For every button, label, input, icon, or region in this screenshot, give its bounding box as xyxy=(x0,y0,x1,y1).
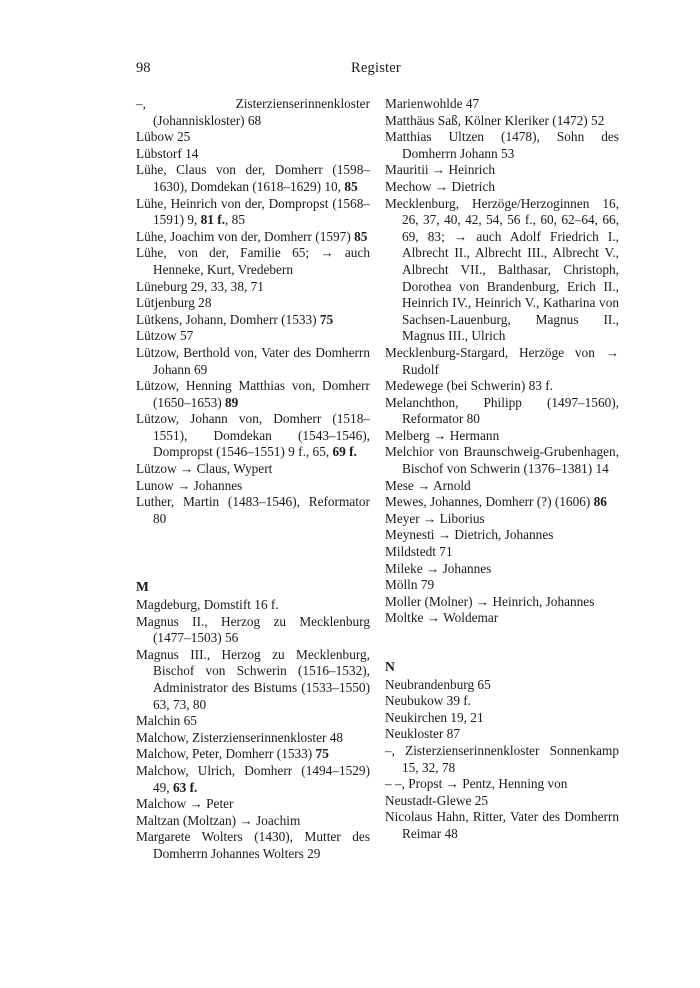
index-entry: Neubrandenburg 65 xyxy=(385,676,491,692)
page-header xyxy=(136,60,616,80)
index-entry: Lühe, Joachim von der, Domherr (1597) 85 xyxy=(136,228,368,244)
page-reference-bold: 69 f. xyxy=(332,444,357,460)
index-entry: Malchin 65 xyxy=(136,713,197,729)
index-entry: Maltzan (Moltzan) → Joachim xyxy=(136,812,301,828)
entry-list xyxy=(385,96,619,627)
index-entry: Melanchthon, Philipp (1497–1560), Reformator 80 xyxy=(385,394,619,427)
index-entry: Neukloster 87 xyxy=(385,726,460,742)
index-entry: Mecklenburg-Stargard, Herzöge von → Rudolf xyxy=(385,344,619,377)
page-number: 98 xyxy=(136,60,151,76)
index-entry: Lühe, Claus von der, Domherr (1598–1630), Domdekan (1618–1629) 10, 85 xyxy=(136,162,370,194)
page-reference-bold: 75 xyxy=(319,311,334,327)
page-reference-bold: 89 xyxy=(225,394,239,410)
index-entry: Malchow, Zisterzienserinnenkloster 48 xyxy=(136,729,344,745)
page-reference-bold: 85 xyxy=(354,228,368,244)
index-entry: –, Zisterzienserinnenkloster (Johanniskloster) 68 xyxy=(136,96,370,128)
index-entry: Mese → Arnold xyxy=(385,477,471,493)
index-entry: Malchow → Peter xyxy=(136,796,234,812)
index-entry: Lützow, Johann von, Domherr (1518–1551), Domdekan (1543–1546), Dompropst (1546–1551) 9 f., 65, 69 f. xyxy=(136,411,370,460)
index-entry: Margarete Wolters (1430), Mutter des Domherrn Johannes Wolters 29 xyxy=(136,829,370,861)
section-letter-n: N xyxy=(385,659,395,674)
index-column-left xyxy=(136,96,370,863)
index-entry: Mileke → Johannes xyxy=(385,560,492,576)
entry-list xyxy=(385,677,619,843)
index-entry: Medewege (bei Schwerin) 83 f. xyxy=(385,378,553,394)
index-entry: Lühe, von der, Familie 65; → auch Henneke, Kurt, Vredebern xyxy=(136,245,370,277)
index-entry: Moltke → Woldemar xyxy=(385,610,499,626)
index-entry: Malchow, Peter, Domherr (1533) 75 xyxy=(136,746,329,762)
index-entry: Neukirchen 19, 21 xyxy=(385,709,484,725)
index-entry: Lübow 25 xyxy=(136,129,191,145)
index-entry: Meynesti → Dietrich, Johannes xyxy=(385,527,554,543)
index-entry: Luther, Martin (1483–1546), Reformator 80 xyxy=(136,494,370,526)
index-entry: Mauritii → Heinrich xyxy=(385,162,496,178)
index-entry: Marienwohlde 47 xyxy=(385,96,480,111)
index-entry: Lützow, Henning Matthias von, Domherr (1650–1653) 89 xyxy=(136,378,370,410)
index-entry: Mechow → Dietrich xyxy=(385,178,496,194)
index-entry: Lütkens, Johann, Domherr (1533) 75 xyxy=(136,311,334,327)
index-entry: Magdeburg, Domstift 16 f. xyxy=(136,597,279,613)
index-entry: Matthias Ultzen (1478), Sohn des Domherrn Johann 53 xyxy=(385,129,619,161)
index-entry: Melchior von Braunschweig-Grubenhagen, Bischof von Schwerin (1376–1381) 14 xyxy=(385,444,619,477)
index-entry: Mewes, Johannes, Domherr (?) (1606) 86 xyxy=(385,494,607,510)
page-reference-bold: 75 xyxy=(315,746,329,762)
index-entry: Lütjenburg 28 xyxy=(136,295,212,311)
index-entry: Neustadt-Glewe 25 xyxy=(385,792,489,808)
index-entry: Lützow 57 xyxy=(136,328,194,344)
index-entry: Matthäus Saß, Kölner Kleriker (1472) 52 xyxy=(385,112,605,128)
page-reference-bold: 86 xyxy=(593,494,607,510)
index-entry: –, Zisterzienserinnenkloster Sonnenkamp 15, 32, 78 xyxy=(385,742,619,775)
index-entry: Lübstorf 14 xyxy=(136,145,199,161)
index-entry: Magnus III., Herzog zu Mecklenburg, Bischof von Schwerin (1516–1532), Administrator des Bistums (1533–1550) 63, 73, 80 xyxy=(136,646,370,712)
index-entry: Mecklenburg, Herzöge/Herzoginnen 16, 26, 37, 40, 42, 54, 56 f., 60, 62–64, 66, 69, 83; → auch Adolf Friedrich I., Albrecht II., Albrecht III., Albrecht V., Albrecht VII., Balthasar, Christoph, Dorothea von Brandenburg, Erich II., Heinrich IV., Heinrich V., Katharina von Sachsen-Lauenburg, Magnus II., Magnus III., Ulrich xyxy=(385,195,619,344)
page-reference-bold: 85 xyxy=(344,178,358,194)
index-entry: Lützow, Berthold von, Vater des Domherrn Johann 69 xyxy=(136,344,370,377)
index-column-right xyxy=(385,96,619,843)
index-entry: Neubukow 39 f. xyxy=(385,693,472,709)
page-reference-bold: 63 f. xyxy=(172,779,198,795)
index-entry: Moller (Molner) → Heinrich, Johannes xyxy=(385,593,595,609)
index-entry: Melberg → Hermann xyxy=(385,427,500,443)
index-entry: Mildstedt 71 xyxy=(385,544,453,560)
index-entry: Lützow → Claus, Wypert xyxy=(136,461,273,477)
index-entry: Mölln 79 xyxy=(385,577,435,593)
section-letter-m: M xyxy=(136,579,149,595)
index-entry: Nicolaus Hahn, Ritter, Vater des Domherrn Reimar 48 xyxy=(385,809,619,841)
running-head: Register xyxy=(351,60,401,76)
index-entry: Lunow → Johannes xyxy=(136,477,243,493)
index-entry: Malchow, Ulrich, Domherr (1494–1529) 49, 63 f. xyxy=(136,762,370,795)
entry-list xyxy=(136,597,370,863)
index-entry: Lühe, Heinrich von der, Dompropst (1568–1591) 9, 81 f., 85 xyxy=(136,195,370,228)
index-entry: Meyer → Liborius xyxy=(385,510,485,526)
entry-list xyxy=(136,96,370,527)
index-entry: Magnus II., Herzog zu Mecklenburg (1477–1503) 56 xyxy=(136,613,370,646)
index-entry: – –, Propst → Pentz, Henning von xyxy=(385,776,568,792)
page-reference-bold: 81 f. xyxy=(200,212,226,228)
index-entry: Lüneburg 29, 33, 38, 71 xyxy=(136,278,264,294)
